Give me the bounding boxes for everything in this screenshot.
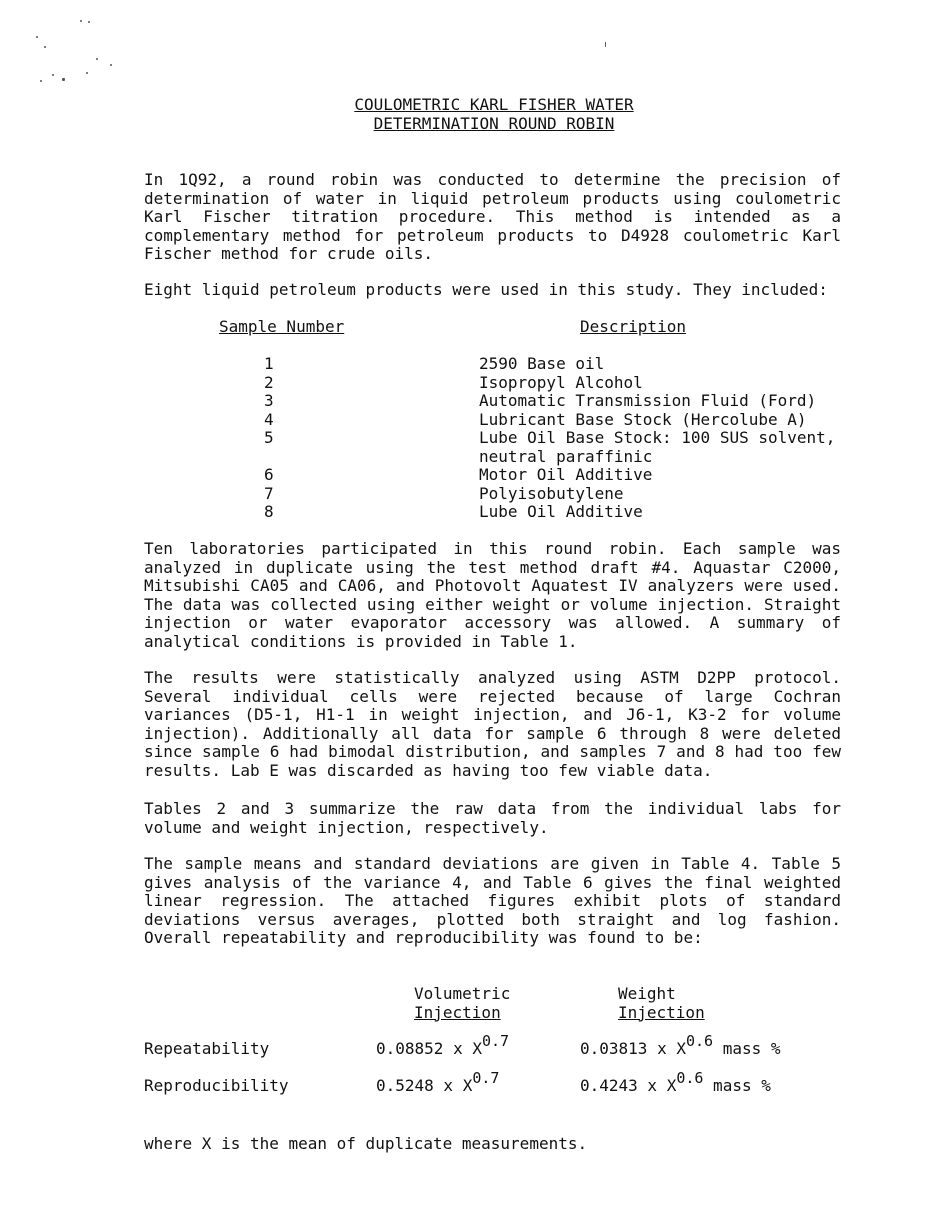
sample-description: Lubricant Base Stock (Hercolube A) <box>479 409 807 429</box>
description-header: Description <box>580 317 686 336</box>
title-line-2: DETERMINATION ROUND ROBIN <box>373 114 615 133</box>
products-intro-paragraph: Eight liquid petroleum products were used in this study. They included: <box>144 280 828 299</box>
sample-number: 1 <box>264 354 274 373</box>
sample-number: 4 <box>264 409 274 429</box>
sample-row <box>0 374 950 393</box>
sample-row <box>0 485 950 504</box>
weight-header-line-2: Injection <box>618 1002 705 1022</box>
reproducibility-volumetric-value <box>376 1068 500 1096</box>
formula-exponent: 0.7 <box>472 1068 500 1087</box>
sample-row <box>0 392 950 411</box>
formula-exponent: 0.7 <box>481 1031 510 1050</box>
formula-coefficient: 0.08852 x X <box>376 1039 482 1058</box>
samples-list <box>0 355 950 522</box>
volumetric-injection-header <box>414 985 510 1022</box>
formula-coefficient: 0.03813 x X <box>580 1039 686 1058</box>
reproducibility-weight-value <box>580 1068 771 1096</box>
repeatability-weight-value <box>580 1031 781 1059</box>
formula-coefficient: 0.5248 x X <box>376 1076 473 1095</box>
sample-description: Motor Oil Additive <box>479 465 653 484</box>
statistics-paragraph: The results were statistically analyzed using ASTM D2PP protocol. Several individual cells were rejected because of large Cochran variances (D5-1, H1-1 in weight injection, and J6-1, K3-2 for volume injection). Additionally all data for sample 6 through 8 were deleted since sample 6 had bimodal distribution, and samples 7 and 8 had too few results. Lab E was discarded as having too few viable data. <box>144 668 841 780</box>
document-title <box>144 95 844 133</box>
sample-number: 3 <box>264 391 274 410</box>
sample-row <box>0 466 950 485</box>
sample-number: 8 <box>264 502 274 521</box>
laboratories-paragraph: Ten laboratories participated in this round robin. Each sample was analyzed in duplicate using the test method draft #4. Aquastar C2000, Mitsubishi CA05 and CA06, and Photovolt Aquatest IV analyzers were used. The data was collected using either weight or volume injection. Straight injection or water evaporator accessory was allowed. A summary of analytical conditions is provided in Table 1. <box>144 539 841 651</box>
sample-number: 7 <box>264 483 274 503</box>
sample-number: 5 <box>264 428 274 447</box>
formula-exponent: 0.6 <box>685 1031 714 1050</box>
sample-row <box>0 503 950 522</box>
reproducibility-label: Reproducibility <box>144 1076 289 1095</box>
sample-description: Isopropyl Alcohol <box>479 372 643 392</box>
intro-paragraph: In 1Q92, a round robin was conducted to determine the precision of determination of water in liquid petroleum products using coulometric Karl Fischer titration procedure. This method is intended as a complementary method for petroleum products to D4928 coulometric Karl Fischer method for crude oils. <box>144 170 841 263</box>
repeatability-label: Repeatability <box>144 1039 270 1058</box>
title-line-1: COULOMETRIC KARL FISHER WATER <box>354 95 634 114</box>
formula-unit: mass % <box>713 1039 781 1058</box>
sample-row <box>0 355 950 374</box>
sample-description: Lube Oil Additive <box>479 502 643 521</box>
sample-description: 2590 Base oil <box>479 354 605 373</box>
sample-row <box>0 411 950 430</box>
sample-number: 6 <box>264 465 274 484</box>
sample-number: 2 <box>264 372 274 392</box>
sample-description: Lube Oil Base Stock: 100 SUS solvent, neutral paraffinic <box>479 428 836 466</box>
formula-unit: mass % <box>703 1076 771 1095</box>
footnote: where X is the mean of duplicate measurements. <box>144 1134 588 1153</box>
sample-number-header: Sample Number <box>219 317 345 336</box>
formula-coefficient: 0.4243 x X <box>580 1076 677 1095</box>
sample-row <box>0 429 950 466</box>
summary-paragraph: The sample means and standard deviations are given in Table 4. Table 5 gives analysis of the variance 4, and Table 6 gives the final weighted linear regression. The attached figures exhibit plots of standard deviations versus averages, plotted both straight and log fashion. Overall repeatability and reproducibility was found to be: <box>144 854 841 947</box>
repeatability-volumetric-value <box>376 1031 510 1059</box>
volumetric-header-line-1: Volumetric <box>414 984 511 1003</box>
tables-paragraph: Tables 2 and 3 summarize the raw data from the individual labs for volume and weight injection, respectively. <box>144 799 841 837</box>
formula-exponent: 0.6 <box>676 1068 704 1087</box>
sample-description: Automatic Transmission Fluid (Ford) <box>479 391 817 410</box>
weight-injection-header <box>618 985 705 1022</box>
weight-header-line-1: Weight <box>618 984 676 1003</box>
sample-description: Polyisobutylene <box>479 483 624 503</box>
volumetric-header-line-2: Injection <box>414 1002 501 1022</box>
